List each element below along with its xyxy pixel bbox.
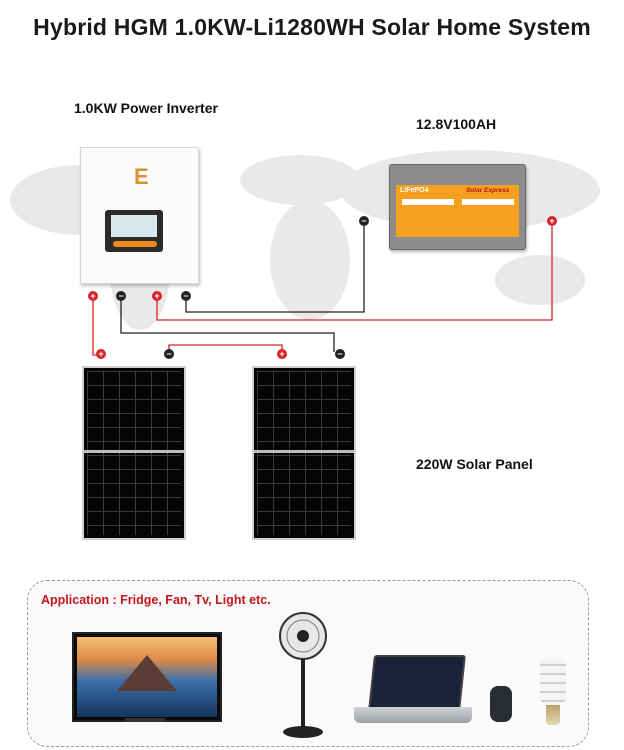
tv-stand [125, 718, 165, 722]
battery-sticker [396, 185, 519, 237]
bulb-base [546, 705, 560, 725]
application-label: Application : Fridge, Fan, Tv, Light etc. [41, 593, 271, 607]
solar-cells [257, 371, 351, 535]
battery-strip [402, 199, 454, 205]
battery-negative-terminal: − [359, 216, 369, 226]
tv-icon [72, 632, 222, 722]
inverter-logo: E [134, 164, 149, 189]
laptop-screen [368, 655, 466, 711]
speaker-icon [490, 686, 512, 722]
battery-label: 12.8V100AH [416, 116, 497, 132]
battery-type: LiFePO4 [400, 187, 429, 194]
solar-panel-2 [252, 366, 356, 540]
inverter-label: 1.0KW Power Inverter [74, 100, 218, 116]
panel-2-positive-terminal: + [277, 349, 287, 359]
battery [389, 164, 526, 250]
laptop-icon [354, 707, 472, 723]
inverter-battery-negative-terminal: − [181, 291, 191, 301]
solar-panel-1 [82, 366, 186, 540]
battery-positive-terminal: + [547, 216, 557, 226]
battery-strip [462, 199, 514, 205]
inverter-buttons [113, 241, 157, 247]
panel-divider [84, 450, 184, 453]
battery-brand: Solar Express [466, 187, 510, 194]
inverter [80, 147, 199, 284]
solar-panel-label: 220W Solar Panel [416, 456, 533, 472]
bulb-icon [540, 657, 566, 705]
panel-divider [254, 450, 354, 453]
page-title: Hybrid HGM 1.0KW-Li1280WH Solar Home System [33, 14, 591, 40]
inverter-pv-positive-terminal: + [88, 291, 98, 301]
panel-1-negative-terminal: − [164, 349, 174, 359]
inverter-pv-negative-terminal: − [116, 291, 126, 301]
inverter-battery-positive-terminal: + [152, 291, 162, 301]
fan-icon [275, 612, 331, 742]
panel-1-positive-terminal: + [96, 349, 106, 359]
panel-2-negative-terminal: − [335, 349, 345, 359]
tv-screen [77, 637, 217, 717]
inverter-display [105, 210, 163, 252]
solar-cells [87, 371, 181, 535]
inverter-lcd [111, 215, 157, 237]
mountain-shape [117, 655, 177, 691]
